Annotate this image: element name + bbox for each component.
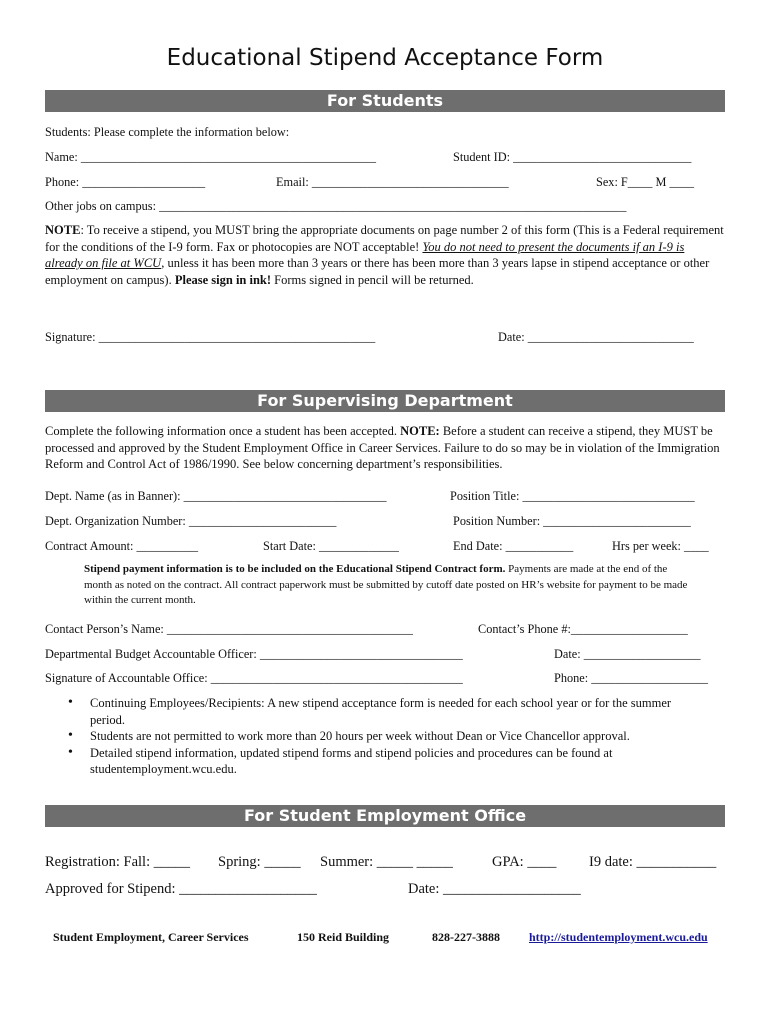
student-id-field[interactable]: Student ID: _____________________________ [453,150,692,164]
budget-date-field[interactable]: Date: ___________________ [554,647,701,661]
footer-phone: 828-227-3888 [432,930,500,944]
stipend-note-bold: Stipend payment information is to be included on the Educational Stipend Contract form. [84,563,506,575]
end-date-field[interactable]: End Date: ___________ [453,539,574,553]
name-field[interactable]: Name: ________________________________________________ [45,150,376,164]
contact-name-field[interactable]: Contact Person’s Name: ________________________________________ [45,622,413,636]
hrs-per-week-field[interactable]: Hrs per week: ____ [612,539,709,553]
budget-officer-field[interactable]: Departmental Budget Accountable Officer: _________________________________ [45,647,463,661]
note-bold: Please sign in ink! [174,272,272,287]
note-italic: You do not need to present the documents if an I-9 is already on file at WCU [45,239,685,270]
dept-name-field[interactable]: Dept. Name (as in Banner): _________________________________ [45,489,387,503]
note-text-2: , unless it has been more than 3 years or there has been more than 3 years lapse in stipend acceptance or other employment on campus). [45,256,710,287]
footer-building: 150 Reid Building [297,930,390,944]
start-date-field[interactable]: Start Date: _____________ [263,539,399,553]
position-title-field[interactable]: Position Title: ____________________________ [450,489,695,503]
dept-intro-text: Complete the following information once a student has been accepted. [45,424,401,438]
note-text: : To receive a stipend, you MUST bring the appropriate documents on page number 2 of this form (This is a Federal requirement for the conditions of the I-9 form. Fax or photocopies are NOT acceptable! [45,223,724,254]
section-header-office: For Student Employment Office [45,805,725,827]
section-header-department: For Supervising Department [45,390,725,412]
sex-field[interactable]: Sex: F____ M ____ [596,175,695,189]
officer-signature-field[interactable]: Signature of Accountable Office: _________________________________________ [45,671,463,685]
dept-org-field[interactable]: Dept. Organization Number: ________________________ [45,514,337,528]
date-field[interactable]: Date: ___________________________ [498,330,694,344]
i9-date-field[interactable]: I9 date: ___________ [589,854,717,870]
students-intro: Students: Please complete the information below: [45,125,290,139]
page-title: Educational Stipend Acceptance Form [166,45,604,71]
position-number-field[interactable]: Position Number: ________________________ [453,514,691,528]
officer-phone-field[interactable]: Phone: ___________________ [554,671,709,685]
footer-org: Student Employment, Career Services [53,930,249,944]
registration-fall-field[interactable]: Registration: Fall: _____ [45,854,190,870]
summer-field[interactable]: Summer: _____ _____ [320,854,453,870]
dept-intro-text-2: Before a student can receive a stipend, they MUST be processed and approved by the Student Employment Office in Career Services. Failure to do so may be in violation of the Immigration Reform and Control Act of 1986/1990. See below concerning department’s responsibilities. [45,424,720,471]
phone-field[interactable]: Phone: ____________________ [45,175,206,189]
student-note [45,222,725,288]
stipend-payment-note [84,562,694,609]
note-label: NOTE [45,223,81,237]
footer-website-link[interactable]: http://studentemployment.wcu.edu [529,930,708,944]
email-field[interactable]: Email: ________________________________ [276,175,509,189]
spring-field[interactable]: Spring: _____ [218,854,301,870]
department-intro [45,423,725,473]
gpa-field[interactable]: GPA: ____ [492,854,557,870]
stipend-note-text: Payments are made at the end of the month as noted on the contract. All contract paperwork must be submitted by cutoff date posted on HR’s website for payment to be made within the current month. [84,563,688,606]
other-jobs-field[interactable]: Other jobs on campus: ____________________________________________________________________________ [45,199,627,213]
approved-stipend-field[interactable]: Approved for Stipend: ___________________ [45,881,317,897]
dept-intro-note: NOTE: [400,424,440,438]
responsibilities-list [68,695,708,778]
contract-amount-field[interactable]: Contract Amount: __________ [45,539,199,553]
list-item: • Continuing Employees/Recipients: A new stipend acceptance form is needed for each school year or for the summer period. [68,695,708,728]
office-date-field[interactable]: Date: ___________________ [408,881,581,897]
contact-phone-field[interactable]: Contact’s Phone #:___________________ [478,622,688,636]
list-item: • Detailed stipend information, updated stipend forms and stipend policies and procedures can be found at studentemployment.wcu.edu. [68,745,708,778]
note-text-3: Forms signed in pencil will be returned. [271,272,474,287]
list-item: • Students are not permitted to work more than 20 hours per week without Dean or Vice Chancellor approval. [68,728,708,745]
signature-field[interactable]: Signature: _____________________________________________ [45,330,376,344]
section-header-students: For Students [45,90,725,112]
